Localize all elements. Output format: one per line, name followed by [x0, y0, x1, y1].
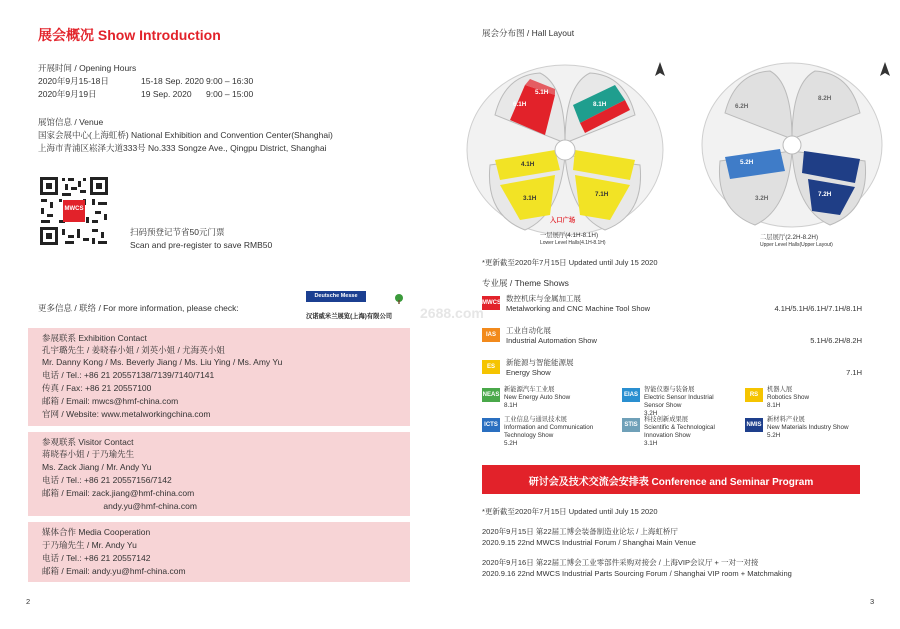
- north-arrow-icon: [880, 62, 890, 83]
- opening-row-1: [38, 76, 253, 87]
- theme-show-row: [482, 324, 862, 350]
- page-number: 3: [870, 597, 875, 606]
- conference-banner-text: 研讨会及技术交流会安排表 Conference and Seminar Program: [528, 477, 814, 488]
- qr-logo: MWCS: [64, 206, 84, 212]
- theme-logo: MWCS: [482, 296, 500, 310]
- show-logo: NMIS: [745, 418, 763, 432]
- media-heading: 媒体合作 Media Cooperation: [42, 527, 151, 537]
- show-en: Scientific & Technological Innovation Show: [644, 424, 715, 439]
- opening-date-en: 15-18 Sep. 2020: [141, 76, 204, 86]
- theme-zh: 数控机床与金属加工展: [506, 294, 581, 303]
- show-logo: NEAS: [482, 388, 500, 402]
- upper-level-map[interactable]: [700, 55, 885, 240]
- hall-label: 6.2H: [735, 103, 749, 110]
- page-number: 2: [26, 597, 31, 606]
- media-line: 电话 / Tel.: +86 21 20557142: [42, 553, 151, 563]
- exhibition-line: 电话 / Tel.: +86 21 20557138/7139/7140/7141: [42, 370, 215, 380]
- hall-label: 4.1H: [521, 161, 535, 168]
- title-en: Show Introduction: [97, 27, 221, 43]
- theme-show-row: [482, 356, 862, 382]
- visitor-heading: 参观联系 Visitor Contact: [42, 437, 134, 447]
- venue-line-1: 国家会展中心(上海虹桥) National Exhibition and Convention Center(Shanghai): [38, 130, 333, 140]
- show-hall: 3.2H: [644, 410, 658, 417]
- theme-logo: IAS: [482, 328, 500, 342]
- theme-en: Metalworking and CNC Machine Tool Show: [506, 304, 651, 313]
- event-zh: 2020年9月16日 第22届工博会工业零部件采购对接会 / 上海VIP会议厅 + 一对一对接: [482, 558, 759, 567]
- show-zh: 工业信息与通讯技术展: [504, 416, 567, 423]
- upper-caption-en: Upper Level Halls(Upper Layout): [760, 242, 833, 248]
- exhibition-website[interactable]: 官网 / Website: www.metalworkingchina.com: [42, 409, 211, 419]
- show-zh: 智能仪器与装备展: [644, 386, 695, 393]
- show-hall: 5.2H: [504, 440, 518, 447]
- visitor-email[interactable]: 邮箱 / Email: zack.jiang@hmf-china.com: [42, 488, 195, 498]
- small-show: [622, 416, 732, 452]
- partner-name: 汉诺威米兰展览(上海)有限公司: [306, 313, 393, 320]
- title-zh: 展会概况: [38, 27, 94, 43]
- tree-icon: [394, 291, 404, 301]
- register-zh: 扫码预登记节省50元门票: [130, 227, 225, 237]
- show-en: Information and Communication Technology Show: [504, 424, 594, 439]
- exhibition-heading: 参展联系 Exhibition Contact: [42, 333, 147, 343]
- visitor-contact-box: [28, 432, 410, 516]
- upper-caption-zh: 二层展厅(2.2H-8.2H): [760, 234, 819, 241]
- visitor-email[interactable]: andy.yu@hmf-china.com: [42, 501, 197, 511]
- lower-caption-en: Lower Level Halls(4.1H-8.1H): [540, 240, 606, 246]
- visitor-line: Ms. Zack Jiang / Mr. Andy Yu: [42, 462, 152, 472]
- exhibition-line: 孔宇璐先生 / 姜晓春小姐 / 刘英小姐 / 尤海英小姐: [42, 345, 225, 355]
- brand-name: Deutsche Messe: [314, 293, 358, 299]
- show-zh: 机器人展: [767, 386, 793, 393]
- lower-caption-zh: 一层展厅(4.1H-8.1H): [540, 232, 599, 239]
- show-hall: 8.1H: [504, 402, 518, 409]
- hall-label: 8.1H: [593, 101, 607, 108]
- event-en: 2020.9.15 22nd MWCS Industrial Forum / Shanghai Main Venue: [482, 538, 696, 547]
- show-logo: RS: [745, 388, 763, 402]
- theme-show-row: [482, 292, 862, 318]
- show-logo: STIS: [622, 418, 640, 432]
- north-arrow-icon: [655, 62, 665, 83]
- theme-halls: 4.1H/5.1H/6.1H/7.1H/8.1H: [774, 304, 862, 313]
- theme-zh: 工业自动化展: [506, 326, 551, 335]
- opening-date-en: 19 Sep. 2020: [141, 89, 192, 99]
- opening-date-zh: 2020年9月15-18日: [38, 76, 109, 86]
- event-en: 2020.9.16 22nd MWCS Industrial Parts Sourcing Forum / Shanghai VIP room + Matchmaking: [482, 569, 792, 578]
- entrance-label: 入口广场: [550, 217, 576, 224]
- hall-label: 6.1H: [513, 101, 527, 108]
- theme-halls: 5.1H/6.2H/8.2H: [810, 336, 862, 345]
- hall-label: 3.2H: [755, 195, 769, 202]
- opening-date-zh: 2020年9月19日: [38, 89, 97, 99]
- theme-halls: 7.1H: [846, 368, 862, 377]
- opening-row-2: [38, 89, 253, 100]
- show-zh: 科技创新成果展: [644, 416, 689, 423]
- theme-logo: ES: [482, 360, 500, 374]
- hall-layout-heading: 展会分布图 / Hall Layout: [482, 28, 575, 38]
- show-hall: 8.1H: [767, 402, 781, 409]
- theme-en: Industrial Automation Show: [506, 336, 597, 345]
- upper-level-map-graphic: [700, 55, 885, 240]
- event-zh: 2020年9月15日 第22届工博会装备制造业论坛 / 上海虹桥厅: [482, 527, 678, 536]
- small-show: [482, 416, 610, 452]
- show-en: New Materials Industry Show: [767, 424, 849, 431]
- theme-shows-heading: 专业展 / Theme Shows: [482, 278, 569, 288]
- opening-time: 9:00 – 15:00: [206, 89, 254, 99]
- visitor-line: 电话 / Tel.: +86 21 20557156/7142: [42, 475, 172, 485]
- opening-hours-heading: 开展时间 / Opening Hours: [38, 63, 137, 73]
- theme-zh: 新能源与智能能源展: [506, 358, 574, 367]
- show-logo: ICTS: [482, 418, 500, 432]
- show-en: New Energy Auto Show: [504, 394, 571, 401]
- opening-time: 9:00 – 16:30: [206, 76, 254, 86]
- exhibition-line: 传真 / Fax: +86 21 20557100: [42, 383, 152, 393]
- qr-code[interactable]: [38, 175, 110, 247]
- show-logo: EIAS: [622, 388, 640, 402]
- venue-line-2: 上海市青浦区崧泽大道333号 No.333 Songze Ave., Qingpu District, Shanghai: [38, 143, 327, 153]
- venue-heading: 展馆信息 / Venue: [38, 117, 104, 127]
- small-show: [745, 416, 860, 452]
- media-line: 于乃瑜先生 / Mr. Andy Yu: [42, 540, 137, 550]
- show-en: Electric Sensor Industrial Sensor Show: [644, 394, 714, 409]
- lower-level-map[interactable]: [465, 55, 665, 255]
- media-email[interactable]: 邮箱 / Email: andy.yu@hmf-china.com: [42, 566, 186, 576]
- exhibition-email[interactable]: 邮箱 / Email: mwcs@hmf-china.com: [42, 396, 179, 406]
- theme-en: Energy Show: [506, 368, 551, 377]
- lower-level-map-graphic: [465, 55, 665, 255]
- hall-label: 3.1H: [523, 195, 537, 202]
- more-info-heading: 更多信息 / 联络 / For more information, please check:: [38, 303, 239, 313]
- conference-update-note: *更新截至2020年7月15日 Updated until July 15 2020: [482, 507, 658, 516]
- conference-banner: [482, 465, 860, 494]
- show-zh: 新材料产业展: [767, 416, 805, 423]
- hall-label: 7.1H: [595, 191, 609, 198]
- show-hall: 5.2H: [767, 432, 781, 439]
- watermark: 2688.com: [420, 305, 484, 321]
- hall-label: 7.2H: [818, 191, 832, 198]
- show-zh: 新能源汽车工业展: [504, 386, 555, 393]
- layout-update-note: *更新截至2020年7月15日 Updated until July 15 2020: [482, 258, 658, 267]
- show-en: Robotics Show: [767, 394, 809, 401]
- visitor-line: 蒋晓春小姐 / 于乃瑜先生: [42, 449, 135, 459]
- exhibition-line: Mr. Danny Kong / Ms. Beverly Jiang / Ms. Liu Ying / Ms. Amy Yu: [42, 357, 283, 367]
- register-en: Scan and pre-register to save RMB50: [130, 240, 273, 250]
- media-contact-box: [28, 522, 410, 582]
- show-hall: 3.1H: [644, 440, 658, 447]
- hall-label: 5.1H: [535, 89, 549, 96]
- exhibition-contact-box: [28, 328, 410, 426]
- page-title: [38, 25, 221, 45]
- hall-label: 8.2H: [818, 95, 832, 102]
- hall-label: 5.2H: [740, 159, 754, 166]
- deutsche-messe-logo: [306, 291, 366, 302]
